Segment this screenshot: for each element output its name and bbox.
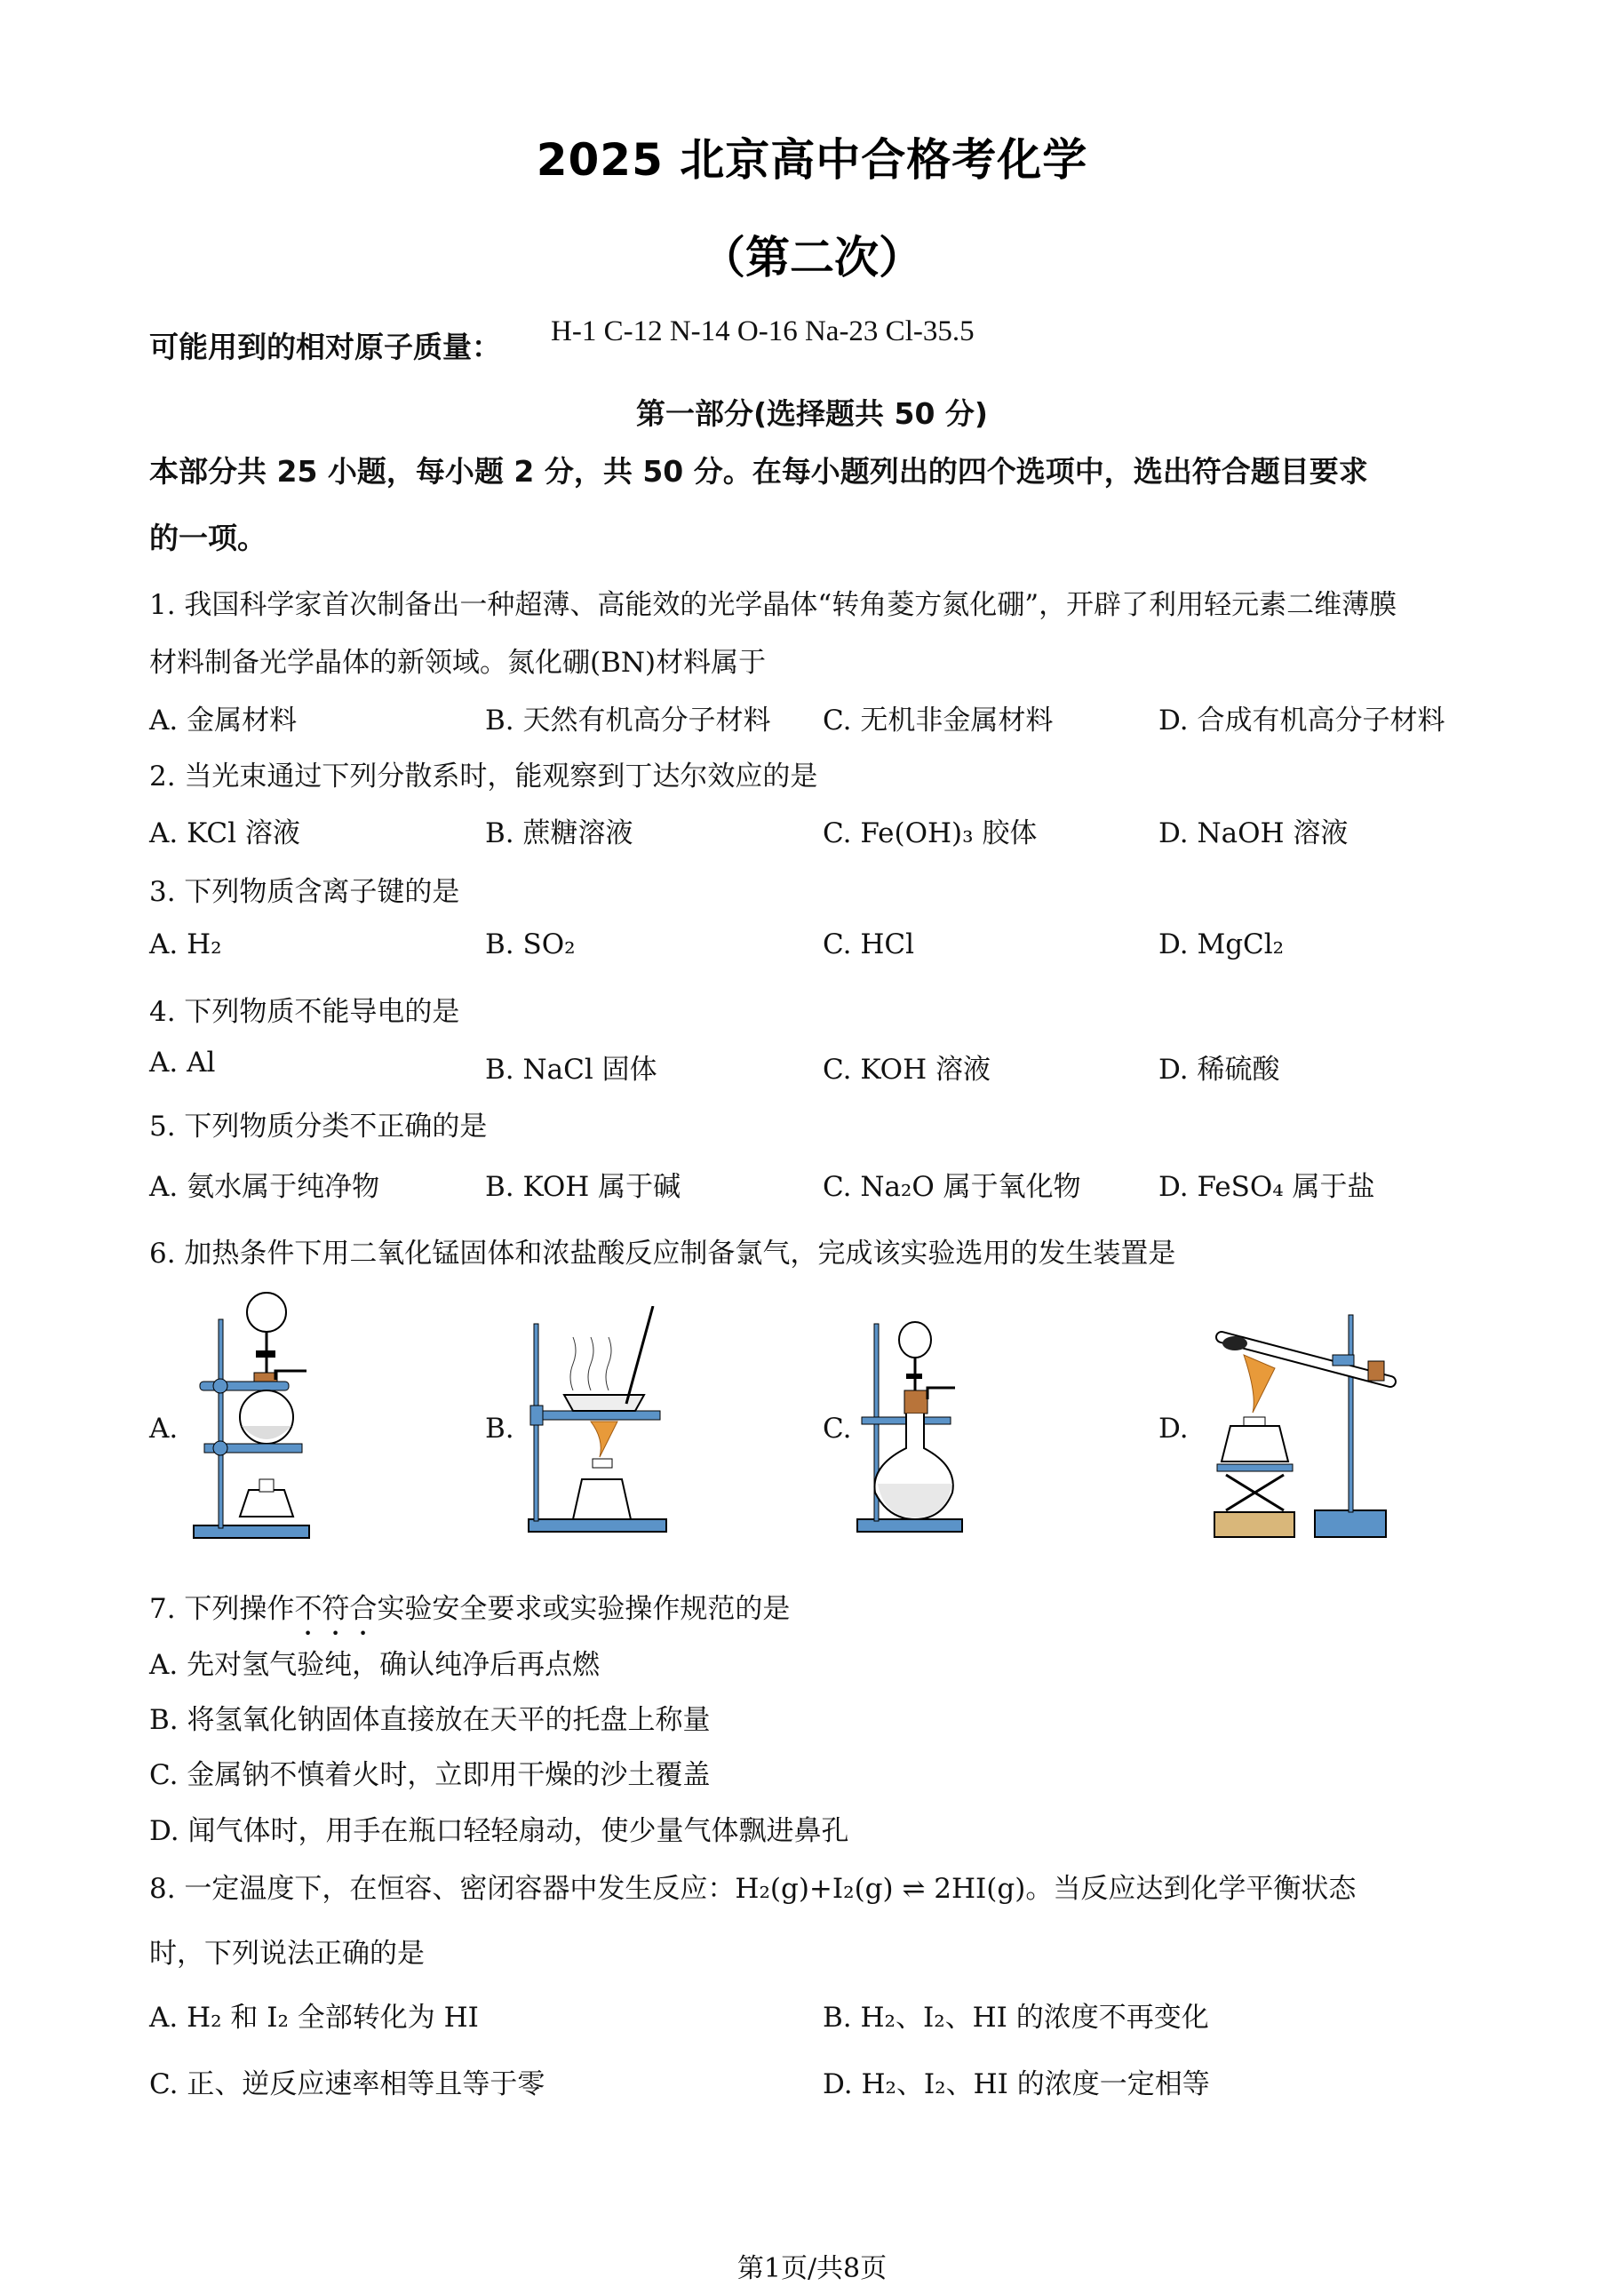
question-7-stem-emphasis: 不符合: [294, 1593, 378, 1625]
question-6-option-b-label: B.: [485, 1413, 514, 1445]
question-2-stem: 2. 当光束通过下列分散系时，能观察到丁达尔效应的是: [149, 761, 818, 793]
question-5-option-d: D. FeSO₄ 属于盐: [1158, 1171, 1375, 1203]
question-6-option-d-label: D.: [1158, 1413, 1189, 1445]
question-2-option-b: B. 蔗糖溶液: [485, 817, 633, 849]
question-6-option-a-label: A.: [149, 1413, 179, 1445]
question-3-option-c: C. HCl: [823, 928, 914, 960]
question-4-option-c: C. KOH 溶液: [823, 1054, 991, 1086]
apparatus-a-figure: [187, 1284, 320, 1545]
apparatus-c-figure: [853, 1306, 968, 1541]
apparatus-d-figure: [1195, 1306, 1399, 1549]
part1-intro-line1: 本部分共 25 小题，每小题 2 分，共 50 分。在每小题列出的四个选项中，选出符合题目要求: [149, 454, 1368, 489]
question-3-option-a: A. H₂: [149, 928, 222, 960]
question-3-option-d: D. MgCl₂: [1158, 928, 1285, 960]
question-1-option-c: C. 无机非金属材料: [823, 705, 1054, 737]
page-indicator: 第1页/共8页: [736, 2253, 888, 2284]
question-7-stem: [149, 1586, 790, 1642]
question-4-option-a: A. Al: [149, 1047, 216, 1079]
question-8-option-a: A. H₂ 和 I₂ 全部转化为 HI: [149, 2002, 479, 2034]
question-8-stem-line1: 8. 一定温度下，在恒容、密闭容器中发生反应：H₂(g)+I₂(g) ⇌ 2HI(g)。当反应达到化学平衡状态: [149, 1873, 1357, 1905]
question-7-option-d: D. 闻气体时，用手在瓶口轻轻扇动，使少量气体飘进鼻孔: [149, 1815, 849, 1847]
question-5-option-a: A. 氨水属于纯净物: [149, 1171, 380, 1203]
question-7-stem-suffix: 实验安全要求或实验操作规范的是: [377, 1593, 791, 1625]
question-2-option-a: A. KCl 溶液: [149, 817, 300, 849]
exam-subtitle: （第二次）: [701, 232, 923, 283]
question-3-option-b: B. SO₂: [485, 928, 576, 960]
question-1-option-b: B. 天然有机高分子材料: [485, 705, 771, 737]
question-5-option-c: C. Na₂O 属于氧化物: [823, 1171, 1081, 1203]
question-2-option-c: C. Fe(OH)₃ 胶体: [823, 817, 1038, 849]
atomic-mass-label: 可能用到的相对原子质量：: [149, 330, 501, 364]
question-8-option-c: C. 正、逆反应速率相等且等于零: [149, 2068, 545, 2100]
question-5-option-b: B. KOH 属于碱: [485, 1171, 681, 1203]
question-3-stem: 3. 下列物质含离子键的是: [149, 876, 460, 908]
question-8-stem-line2: 时，下列说法正确的是: [149, 1938, 425, 1970]
question-4-option-b: B. NaCl 固体: [485, 1054, 657, 1086]
part1-intro-line2: 的一项。: [149, 521, 267, 555]
part1-title: 第一部分(选择题共 50 分): [635, 396, 989, 431]
question-1-stem-line2: 材料制备光学晶体的新领域。氮化硼(BN)材料属于: [149, 647, 767, 679]
question-4-option-d: D. 稀硫酸: [1158, 1054, 1280, 1086]
question-1-option-d: D. 合成有机高分子材料: [1158, 705, 1445, 737]
exam-title: 2025 北京高中合格考化学: [536, 134, 1088, 186]
question-4-stem: 4. 下列物质不能导电的是: [149, 996, 460, 1028]
question-6-option-c-label: C.: [823, 1413, 852, 1445]
question-1-option-a: A. 金属材料: [149, 705, 298, 737]
question-5-stem: 5. 下列物质分类不正确的是: [149, 1111, 488, 1143]
question-2-option-d: D. NaOH 溶液: [1158, 817, 1349, 849]
question-7-stem-prefix: 7. 下列操作: [149, 1593, 295, 1625]
question-1-stem-line1: 1. 我国科学家首次制备出一种超薄、高能效的光学晶体“转角菱方氮化硼”，开辟了利用轻元素二维薄膜: [149, 589, 1397, 621]
apparatus-b-figure: [520, 1306, 680, 1549]
question-6-stem: 6. 加热条件下用二氧化锰固体和浓盐酸反应制备氯气，完成该实验选用的发生装置是: [149, 1238, 1176, 1270]
question-8-option-d: D. H₂、I₂、HI 的浓度一定相等: [823, 2068, 1210, 2100]
atomic-mass-values: H-1 C-12 N-14 O-16 Na-23 Cl-35.5: [551, 315, 975, 347]
question-7-option-c: C. 金属钠不慎着火时，立即用干燥的沙土覆盖: [149, 1759, 711, 1791]
question-7-option-b: B. 将氢氧化钠固体直接放在天平的托盘上称量: [149, 1704, 711, 1736]
question-7-option-a: A. 先对氢气验纯，确认纯净后再点燃: [149, 1649, 601, 1681]
question-8-option-b: B. H₂、I₂、HI 的浓度不再变化: [823, 2002, 1209, 2034]
